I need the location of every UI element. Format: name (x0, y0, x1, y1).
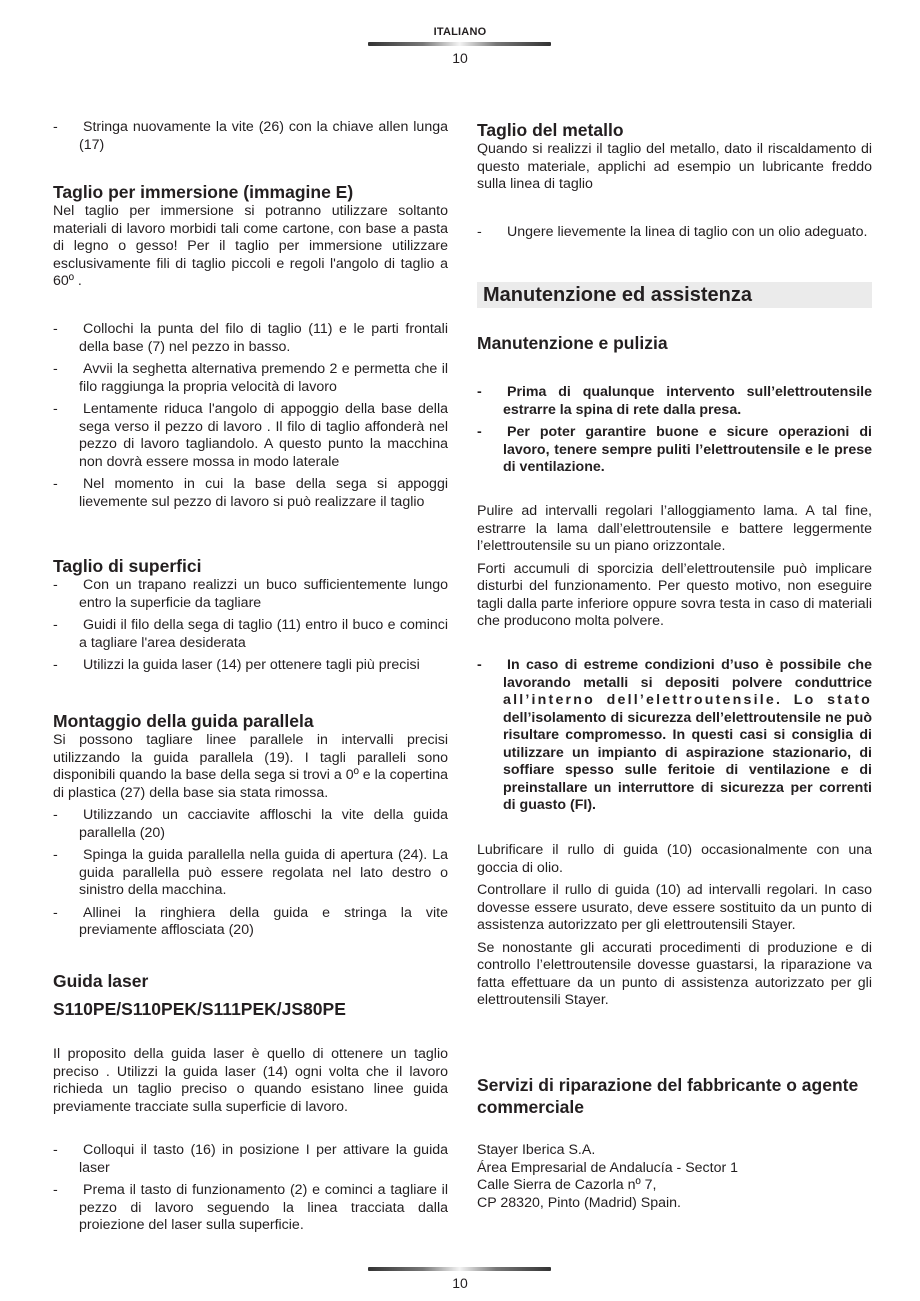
parallel-guide-section (53, 710, 448, 945)
list-item: - Stringa nuovamente la vite (26) con la chiave allen lunga (17) (53, 119, 448, 153)
cleaning-title-block (477, 332, 872, 354)
plunge-cut-steps (53, 321, 448, 516)
paragraph: Pulire ad intervalli regolari l’alloggiamento lama. A tal fine, estrarre la lama dall’elettroutensile e battere leggermente l’elettroutensile su un piano orizzontale. (477, 503, 872, 554)
list-item: - Spinga la guida parallella nella guida di apertura (24). La guida parallella può essere regolata nel lato destro o sinistro della macchina. (53, 847, 448, 898)
section-title: Taglio del metallo (477, 120, 624, 140)
plunge-cut-section (53, 181, 448, 291)
section-title: Montaggio della guida parallela (53, 711, 314, 731)
list-item: - Collochi la punta del filo di taglio (11) e le parti frontali della base (7) nel pezzo in basso. (53, 321, 448, 355)
header-page-number: 10 (452, 50, 468, 66)
list-item: - Avvii la seghetta alternativa premendo 2 e permetta che il filo raggiunga la propria velocità di lavoro (53, 361, 448, 395)
warning-item: - Prima di qualunque intervento sull’elettroutensile estrarre la spina di rete dalla presa. (477, 384, 872, 418)
section-body: Il proposito della guida laser è quello di ottenere un taglio preciso . Utilizzi la guida laser (14) ogni volta che il lavoro richieda un taglio preciso o quando esistano linee guida previamente tracciate sulla superficie di lavoro. (53, 1046, 448, 1115)
address-line: Calle Sierra de Cazorla nº 7, (477, 1177, 657, 1193)
section-title: Servizi di riparazione del fabbricante o agente commerciale (477, 1075, 859, 1117)
section-title: Guida laser (53, 971, 149, 991)
list-item: - Prema il tasto di funzionamento (2) e cominci a tagliare il pezzo di lavoro seguendo la linea tracciata dalla proiezione del laser sulla superficie. (53, 1182, 448, 1233)
surface-cut-section (53, 555, 448, 680)
header-language: ITALIANO (433, 26, 487, 38)
footer-page-number: 10 (452, 1275, 468, 1291)
cleaning-warnings (477, 384, 872, 482)
repair-services-section (477, 1074, 872, 1118)
list-item: - Allinei la ringhiera della guida e stringa la vite previamente afflosciata (20) (53, 904, 448, 938)
address-line: Stayer Iberica S.A. (477, 1142, 596, 1158)
list-item: - Colloqui il tasto (16) in posizione I per attivare la guida laser (53, 1142, 448, 1176)
address-line: Área Empresarial de Andalucía - Sector 1 (477, 1159, 739, 1176)
laser-guide-section (53, 970, 448, 1020)
laser-guide-body (53, 1046, 448, 1116)
list-item: - Nel momento in cui la base della sega si appoggi lievemente sul pezzo di lavoro si può realizzare il taglio (53, 476, 448, 510)
company-address (477, 1142, 872, 1212)
list-item: - Con un trapano realizzi un buco sufficientemente lungo entro la superficie da tagliare (53, 577, 448, 611)
warning-item: - In caso di estreme condizioni d’uso è possibile che lavorando metalli si depositi polvere conduttrice all’interno dell’elettroutensile. Lo stato dell’isolamento di sicurezza dell’elettroutensile ne può risultare compromesso. In questi casi si consiglia di utilizzare un impianto di aspirazione stazionario, di soffiare spesso sulle feritoie di ventilazione e di preinstallare un interruttore di sicurezza per correnti di guasto (FI). (477, 657, 872, 813)
section-body: Quando si realizzi il taglio del metallo, dato il riscaldamento di questo materiale, applichi ad esempio un lubricante freddo sulla linea di taglio (477, 141, 872, 192)
list-item: - Guidi il filo della sega di taglio (11) entro il buco e cominci a tagliare l'area desiderata (53, 617, 448, 651)
paragraph: Se nonostante gli accurati procedimenti di produzione e di controllo l’elettroutensile dovesse guastarsi, la riparazione va fatta effettuare da un punto di assistenza autorizzato per gli elettroutensili Stayer. (477, 939, 872, 1008)
list-item: - Lentamente riduca l'angolo di appoggio della base della sega verso il pezzo di lavoro . Il filo di taglio affonderà nel pezzo di lavoro tagliandolo. A questo punto la macchina non dovrà essere mossa in modo laterale (53, 401, 448, 470)
intro-list (53, 119, 448, 159)
extreme-conditions-warning (477, 657, 872, 820)
section-body: Si possono tagliare linee parallele in intervalli precisi utilizzando la guida parallela (19). I tagli paralleli sono disponibili quando la base della sega si trovi a 0º e la copertina di plastica (27) della base sia stata rimossa. (53, 732, 448, 801)
laser-guide-steps (53, 1142, 448, 1240)
warning-item: - Per poter garantire buone e sicure operazioni di lavoro, tenere sempre puliti l’elettroutensile e le prese di ventilazione. (477, 424, 872, 475)
cleaning-paragraphs (477, 503, 872, 636)
address-line: CP 28320, Pinto (Madrid) Spain. (477, 1194, 681, 1211)
section-title: Taglio per immersione (immagine E) (53, 182, 354, 202)
section-body: Nel taglio per immersione si potranno utilizzare soltanto materiali di lavoro morbidi tali come cartone, con base a pasta di legno o gesso! Per il taglio per immersione utilizzare esclusivamente fili di taglio piccoli e regoli l'angolo di taglio a 60º . (53, 203, 448, 289)
section-title: Manutenzione e pulizia (477, 333, 668, 353)
list-item: - Utilizzi la guida laser (14) per ottenere tagli più precisi (53, 657, 420, 673)
model-list: S110PE/S110PEK/S111PEK/JS80PE (53, 999, 346, 1019)
chapter-title: Manutenzione ed assistenza (477, 282, 872, 308)
paragraph: Controllare il rullo di guida (10) ad intervalli regolari. In caso dovesse essere usurato, deve essere sostituito da un punto di assistenza autorizzato per gli elettroutensili Stayer. (477, 882, 872, 933)
maintenance-banner (477, 282, 872, 308)
metal-cut-steps (477, 224, 872, 247)
list-item: - Ungere lievemente la linea di taglio con un olio adeguato. (477, 224, 868, 240)
paragraph: Lubrificare il rullo di guida (10) occasionalmente con una goccia di olio. (477, 842, 872, 876)
paragraph: Forti accumuli di sporcizia dell’elettroutensile può implicare disturbi del funzionamento. Per questo motivo, non eseguire tagli dalla parte inferiore oppure sovra testa in caso di materiali che producono molta polvere. (477, 560, 872, 629)
header-divider (368, 42, 551, 46)
lubrication-paragraphs (477, 842, 872, 1015)
list-item: - Utilizzando un cacciavite affloschi la vite della guida parallella (20) (53, 807, 448, 841)
footer-divider (368, 1267, 551, 1271)
metal-cut-section (477, 119, 872, 194)
section-title: Taglio di superfici (53, 556, 202, 576)
